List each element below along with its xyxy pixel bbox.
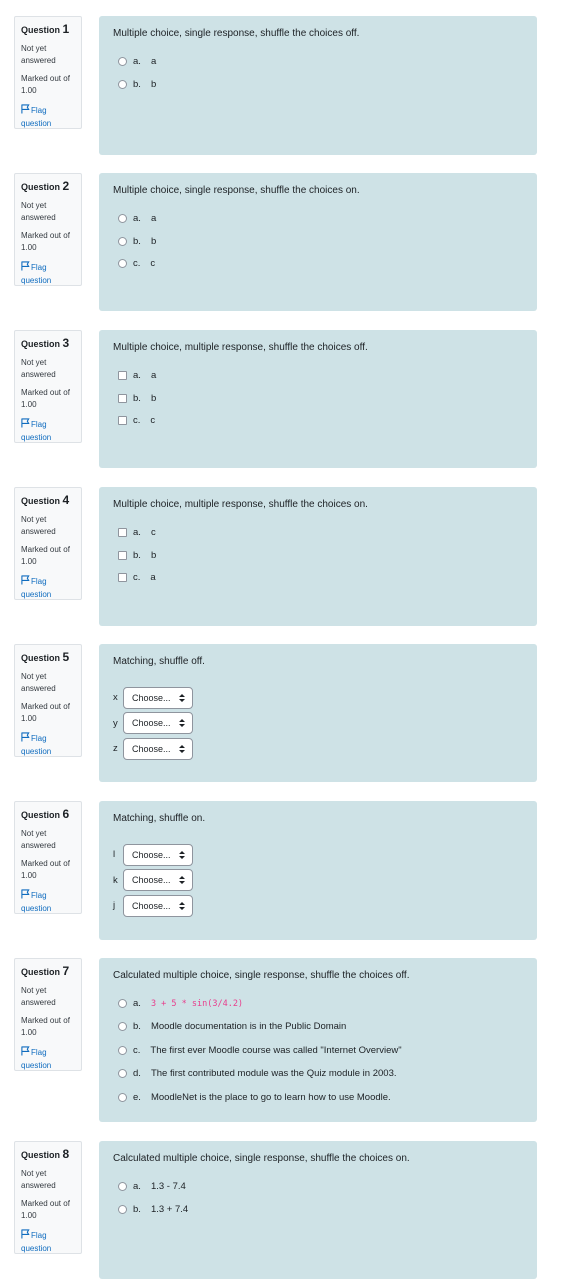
answer-letter: e. — [133, 1091, 141, 1103]
question-number-value: 3 — [62, 336, 70, 350]
checkbox[interactable] — [118, 573, 127, 582]
matching-stem: j — [113, 900, 116, 912]
flag-label-line2: question — [21, 747, 52, 756]
radio-button[interactable] — [118, 1093, 127, 1102]
question-content — [99, 330, 537, 468]
answer-text: 1.3 - 7.4 — [150, 1181, 186, 1192]
radio-button[interactable] — [118, 214, 127, 223]
answer-option[interactable] — [113, 570, 523, 585]
flag-question-link[interactable] — [21, 732, 75, 758]
answer-letter: b. — [133, 78, 141, 90]
choose-select[interactable] — [123, 738, 193, 760]
answer-option[interactable] — [113, 234, 523, 249]
answer-option[interactable] — [113, 1066, 523, 1081]
question-grade — [21, 1198, 75, 1222]
answer-letter: b. — [133, 1021, 141, 1033]
choose-select[interactable] — [123, 687, 193, 709]
answer-option[interactable] — [113, 525, 523, 540]
answer-text: c — [150, 415, 156, 427]
question-content — [99, 958, 537, 1122]
answer-text: b — [150, 549, 157, 561]
radio-button[interactable] — [118, 1046, 127, 1055]
question-content — [99, 1141, 537, 1279]
matching-row — [113, 737, 523, 760]
grade-text: Marked out of — [21, 545, 70, 554]
question-number-value: 5 — [62, 650, 70, 664]
question-label: Question — [21, 1150, 61, 1160]
flag-question-link[interactable] — [21, 104, 75, 130]
choose-select[interactable] — [123, 895, 193, 917]
select-caret-icon — [179, 718, 185, 728]
radio-button[interactable] — [118, 80, 127, 89]
question-label: Question — [21, 496, 61, 506]
flag-label-line1: Flag — [31, 263, 47, 272]
answer-letter: a. — [133, 370, 141, 381]
question-state — [21, 514, 75, 538]
question-number-value: 8 — [62, 1147, 70, 1161]
question-grade — [21, 230, 75, 254]
flag-label-line1: Flag — [31, 1231, 47, 1240]
grade-text: Marked out of — [21, 74, 70, 83]
select-placeholder: Choose... — [132, 900, 171, 911]
question-grade — [21, 701, 75, 725]
radio-button[interactable] — [118, 999, 127, 1008]
question-number — [21, 493, 75, 508]
select-placeholder: Choose... — [132, 718, 171, 729]
answer-text: 3 + 5 * sin(3/4.2) — [150, 998, 244, 1009]
question-number-value: 2 — [62, 179, 70, 193]
answer-option[interactable] — [113, 211, 523, 226]
radio-button[interactable] — [118, 1182, 127, 1191]
flag-question-link[interactable] — [21, 575, 75, 601]
checkbox[interactable] — [118, 371, 127, 380]
flag-label-line2: question — [21, 119, 52, 128]
question-number-value: 6 — [62, 807, 70, 821]
state-text-line2: answered — [21, 370, 56, 379]
flag-icon — [21, 261, 30, 275]
flag-label-line2: question — [21, 590, 52, 599]
question-number — [21, 807, 75, 822]
question-state — [21, 357, 75, 381]
flag-label-line1: Flag — [31, 734, 47, 743]
question-text: Multiple choice, multiple response, shuffle the choices on. — [113, 499, 368, 510]
question-label: Question — [21, 25, 61, 35]
checkbox[interactable] — [118, 528, 127, 537]
question-number — [21, 22, 75, 37]
answer-option[interactable] — [113, 996, 523, 1011]
radio-button[interactable] — [118, 237, 127, 246]
question-state — [21, 200, 75, 224]
answer-text: c — [150, 527, 156, 538]
grade-text: Marked out of — [21, 1016, 70, 1025]
grade-text: Marked out of — [21, 231, 70, 240]
answer-list — [113, 1179, 523, 1217]
question-info — [14, 958, 82, 1071]
question-grade — [21, 1015, 75, 1039]
flag-label-line1: Flag — [31, 1048, 47, 1057]
flag-question-link[interactable] — [21, 261, 75, 287]
matching-list — [113, 843, 523, 917]
flag-label-line1: Flag — [31, 577, 47, 586]
matching-row — [113, 843, 523, 866]
answer-letter: a. — [133, 998, 141, 1009]
state-text-line2: answered — [21, 684, 56, 693]
question-text: Calculated multiple choice, single response, shuffle the choices off. — [113, 970, 410, 981]
checkbox[interactable] — [118, 416, 127, 425]
choose-select[interactable] — [123, 844, 193, 866]
answer-text: The first ever Moodle course was called "Internet Overview" — [150, 1044, 402, 1056]
question-grade — [21, 73, 75, 97]
state-text-line1: Not yet — [21, 829, 47, 838]
answer-letter: c. — [133, 258, 141, 270]
flag-label-line2: question — [21, 904, 52, 913]
answer-option[interactable] — [113, 548, 523, 563]
flag-icon — [21, 1229, 30, 1243]
radio-button[interactable] — [118, 259, 127, 268]
question-grade — [21, 858, 75, 882]
state-text-line1: Not yet — [21, 1169, 47, 1178]
answer-letter: b. — [133, 392, 141, 404]
answer-letter: c. — [133, 572, 141, 584]
select-caret-icon — [179, 875, 185, 885]
answer-text: a — [150, 213, 157, 224]
question-number — [21, 336, 75, 351]
checkbox[interactable] — [118, 551, 127, 560]
state-text-line1: Not yet — [21, 986, 47, 995]
answer-option[interactable] — [113, 1090, 523, 1105]
answer-letter: b. — [133, 1203, 141, 1215]
grade-value: 1.00 — [21, 714, 37, 723]
answer-letter: b. — [133, 549, 141, 561]
answer-option[interactable] — [113, 1202, 523, 1217]
question-state — [21, 671, 75, 695]
answer-letter: a. — [133, 1181, 141, 1192]
question-info — [14, 173, 82, 286]
flag-icon — [21, 418, 30, 432]
question-state — [21, 1168, 75, 1192]
state-text-line2: answered — [21, 841, 56, 850]
flag-label-line2: question — [21, 433, 52, 442]
question-info — [14, 487, 82, 600]
state-text-line1: Not yet — [21, 201, 47, 210]
answer-letter: d. — [133, 1068, 141, 1080]
select-caret-icon — [179, 850, 185, 860]
question-state — [21, 985, 75, 1009]
select-caret-icon — [179, 901, 185, 911]
question-info — [14, 16, 82, 129]
question-state — [21, 828, 75, 852]
question-number-value: 4 — [62, 493, 70, 507]
matching-row — [113, 869, 523, 892]
question-number — [21, 179, 75, 194]
question-grade — [21, 544, 75, 568]
matching-list — [113, 686, 523, 760]
question-info — [14, 330, 82, 443]
state-text-line1: Not yet — [21, 515, 47, 524]
radio-button[interactable] — [118, 57, 127, 66]
select-caret-icon — [179, 744, 185, 754]
answer-list — [113, 996, 523, 1105]
answer-list — [113, 525, 523, 585]
answer-text: b — [150, 235, 157, 247]
question-number — [21, 964, 75, 979]
flag-question-link[interactable] — [21, 418, 75, 444]
answer-option[interactable] — [113, 77, 523, 92]
matching-stem: z — [113, 743, 118, 755]
question-info — [14, 801, 82, 914]
state-text-line1: Not yet — [21, 358, 47, 367]
matching-stem: y — [113, 717, 118, 729]
question-text: Matching, shuffle off. — [113, 656, 205, 667]
answer-letter: a. — [133, 213, 141, 224]
radio-button[interactable] — [118, 1069, 127, 1078]
question-content — [99, 16, 537, 155]
matching-stem: k — [113, 874, 118, 886]
radio-button[interactable] — [118, 1022, 127, 1031]
answer-text: MoodleNet is the place to go to learn how to use Moodle. — [150, 1091, 391, 1103]
answer-option[interactable] — [113, 1043, 523, 1058]
answer-text: a — [150, 370, 157, 381]
answer-letter: a. — [133, 56, 141, 67]
flag-label-line1: Flag — [31, 420, 47, 429]
question-label: Question — [21, 967, 61, 977]
matching-stem: x — [113, 692, 118, 703]
answer-letter: a. — [133, 527, 141, 538]
flag-icon — [21, 732, 30, 746]
answer-list — [113, 211, 523, 271]
question-label: Question — [21, 653, 61, 663]
answer-text: 1.3 + 7.4 — [150, 1203, 189, 1215]
state-text-line2: answered — [21, 998, 56, 1007]
flag-icon — [21, 889, 30, 903]
flag-icon — [21, 104, 30, 118]
question-text: Calculated multiple choice, single response, shuffle the choices on. — [113, 1153, 410, 1164]
matching-row — [113, 894, 523, 917]
question-text: Multiple choice, single response, shuffle the choices off. — [113, 28, 360, 39]
answer-list — [113, 54, 523, 92]
question-label: Question — [21, 182, 61, 192]
answer-text: b — [150, 392, 157, 404]
flag-question-link[interactable] — [21, 1229, 75, 1255]
answer-letter: c. — [133, 1044, 141, 1056]
select-placeholder: Choose... — [132, 692, 171, 703]
answer-option[interactable] — [113, 413, 523, 428]
answer-letter: b. — [133, 235, 141, 247]
state-text-line2: answered — [21, 213, 56, 222]
answer-text: a — [150, 56, 157, 67]
choose-select[interactable] — [123, 869, 193, 891]
question-label: Question — [21, 339, 61, 349]
question-content — [99, 487, 537, 626]
question-number-value: 7 — [62, 964, 70, 978]
grade-text: Marked out of — [21, 702, 70, 711]
grade-value: 1.00 — [21, 557, 37, 566]
grade-text: Marked out of — [21, 1199, 70, 1208]
flag-label-line1: Flag — [31, 106, 47, 115]
select-placeholder: Choose... — [132, 849, 171, 860]
flag-label-line2: question — [21, 1244, 52, 1253]
grade-value: 1.00 — [21, 400, 37, 409]
answer-list — [113, 368, 523, 428]
answer-text: c — [150, 258, 156, 270]
answer-option[interactable] — [113, 1019, 523, 1034]
select-caret-icon — [179, 693, 185, 703]
question-content — [99, 801, 537, 940]
question-content — [99, 173, 537, 311]
answer-option[interactable] — [113, 54, 523, 69]
question-grade — [21, 387, 75, 411]
question-number — [21, 650, 75, 665]
answer-letter: c. — [133, 415, 141, 427]
question-label: Question — [21, 810, 61, 820]
state-text-line1: Not yet — [21, 672, 47, 681]
question-text: Matching, shuffle on. — [113, 813, 206, 824]
grade-value: 1.00 — [21, 1211, 37, 1220]
matching-row — [113, 686, 523, 709]
flag-icon — [21, 1046, 30, 1060]
question-content — [99, 644, 537, 782]
state-text-line2: answered — [21, 56, 56, 65]
answer-option[interactable] — [113, 256, 523, 271]
question-text: Multiple choice, single response, shuffle the choices on. — [113, 185, 360, 196]
answer-option[interactable] — [113, 391, 523, 406]
answer-option[interactable] — [113, 1179, 523, 1194]
answer-option[interactable] — [113, 368, 523, 383]
checkbox[interactable] — [118, 394, 127, 403]
answer-text: Moodle documentation is in the Public Domain — [150, 1021, 347, 1033]
flag-icon — [21, 575, 30, 589]
question-info — [14, 1141, 82, 1254]
flag-question-link[interactable] — [21, 1046, 75, 1072]
state-text-line2: answered — [21, 527, 56, 536]
grade-value: 1.00 — [21, 871, 37, 880]
grade-value: 1.00 — [21, 86, 37, 95]
matching-row — [113, 712, 523, 735]
question-info — [14, 644, 82, 757]
flag-label-line2: question — [21, 276, 52, 285]
matching-stem: l — [113, 849, 116, 860]
grade-value: 1.00 — [21, 243, 37, 252]
radio-button[interactable] — [118, 1205, 127, 1214]
state-text-line1: Not yet — [21, 44, 47, 53]
choose-select[interactable] — [123, 712, 193, 734]
grade-value: 1.00 — [21, 1028, 37, 1037]
grade-text: Marked out of — [21, 388, 70, 397]
question-number-value: 1 — [62, 22, 70, 36]
question-number — [21, 1147, 75, 1162]
flag-question-link[interactable] — [21, 889, 75, 915]
flag-label-line1: Flag — [31, 891, 47, 900]
select-placeholder: Choose... — [132, 743, 171, 754]
grade-text: Marked out of — [21, 859, 70, 868]
state-text-line2: answered — [21, 1181, 56, 1190]
answer-text: b — [150, 78, 157, 90]
select-placeholder: Choose... — [132, 875, 171, 886]
answer-text: The first contributed module was the Quiz module in 2003. — [150, 1068, 397, 1080]
answer-text: a — [150, 572, 156, 584]
question-text: Multiple choice, multiple response, shuffle the choices off. — [113, 342, 368, 353]
question-state — [21, 43, 75, 67]
flag-label-line2: question — [21, 1061, 52, 1070]
